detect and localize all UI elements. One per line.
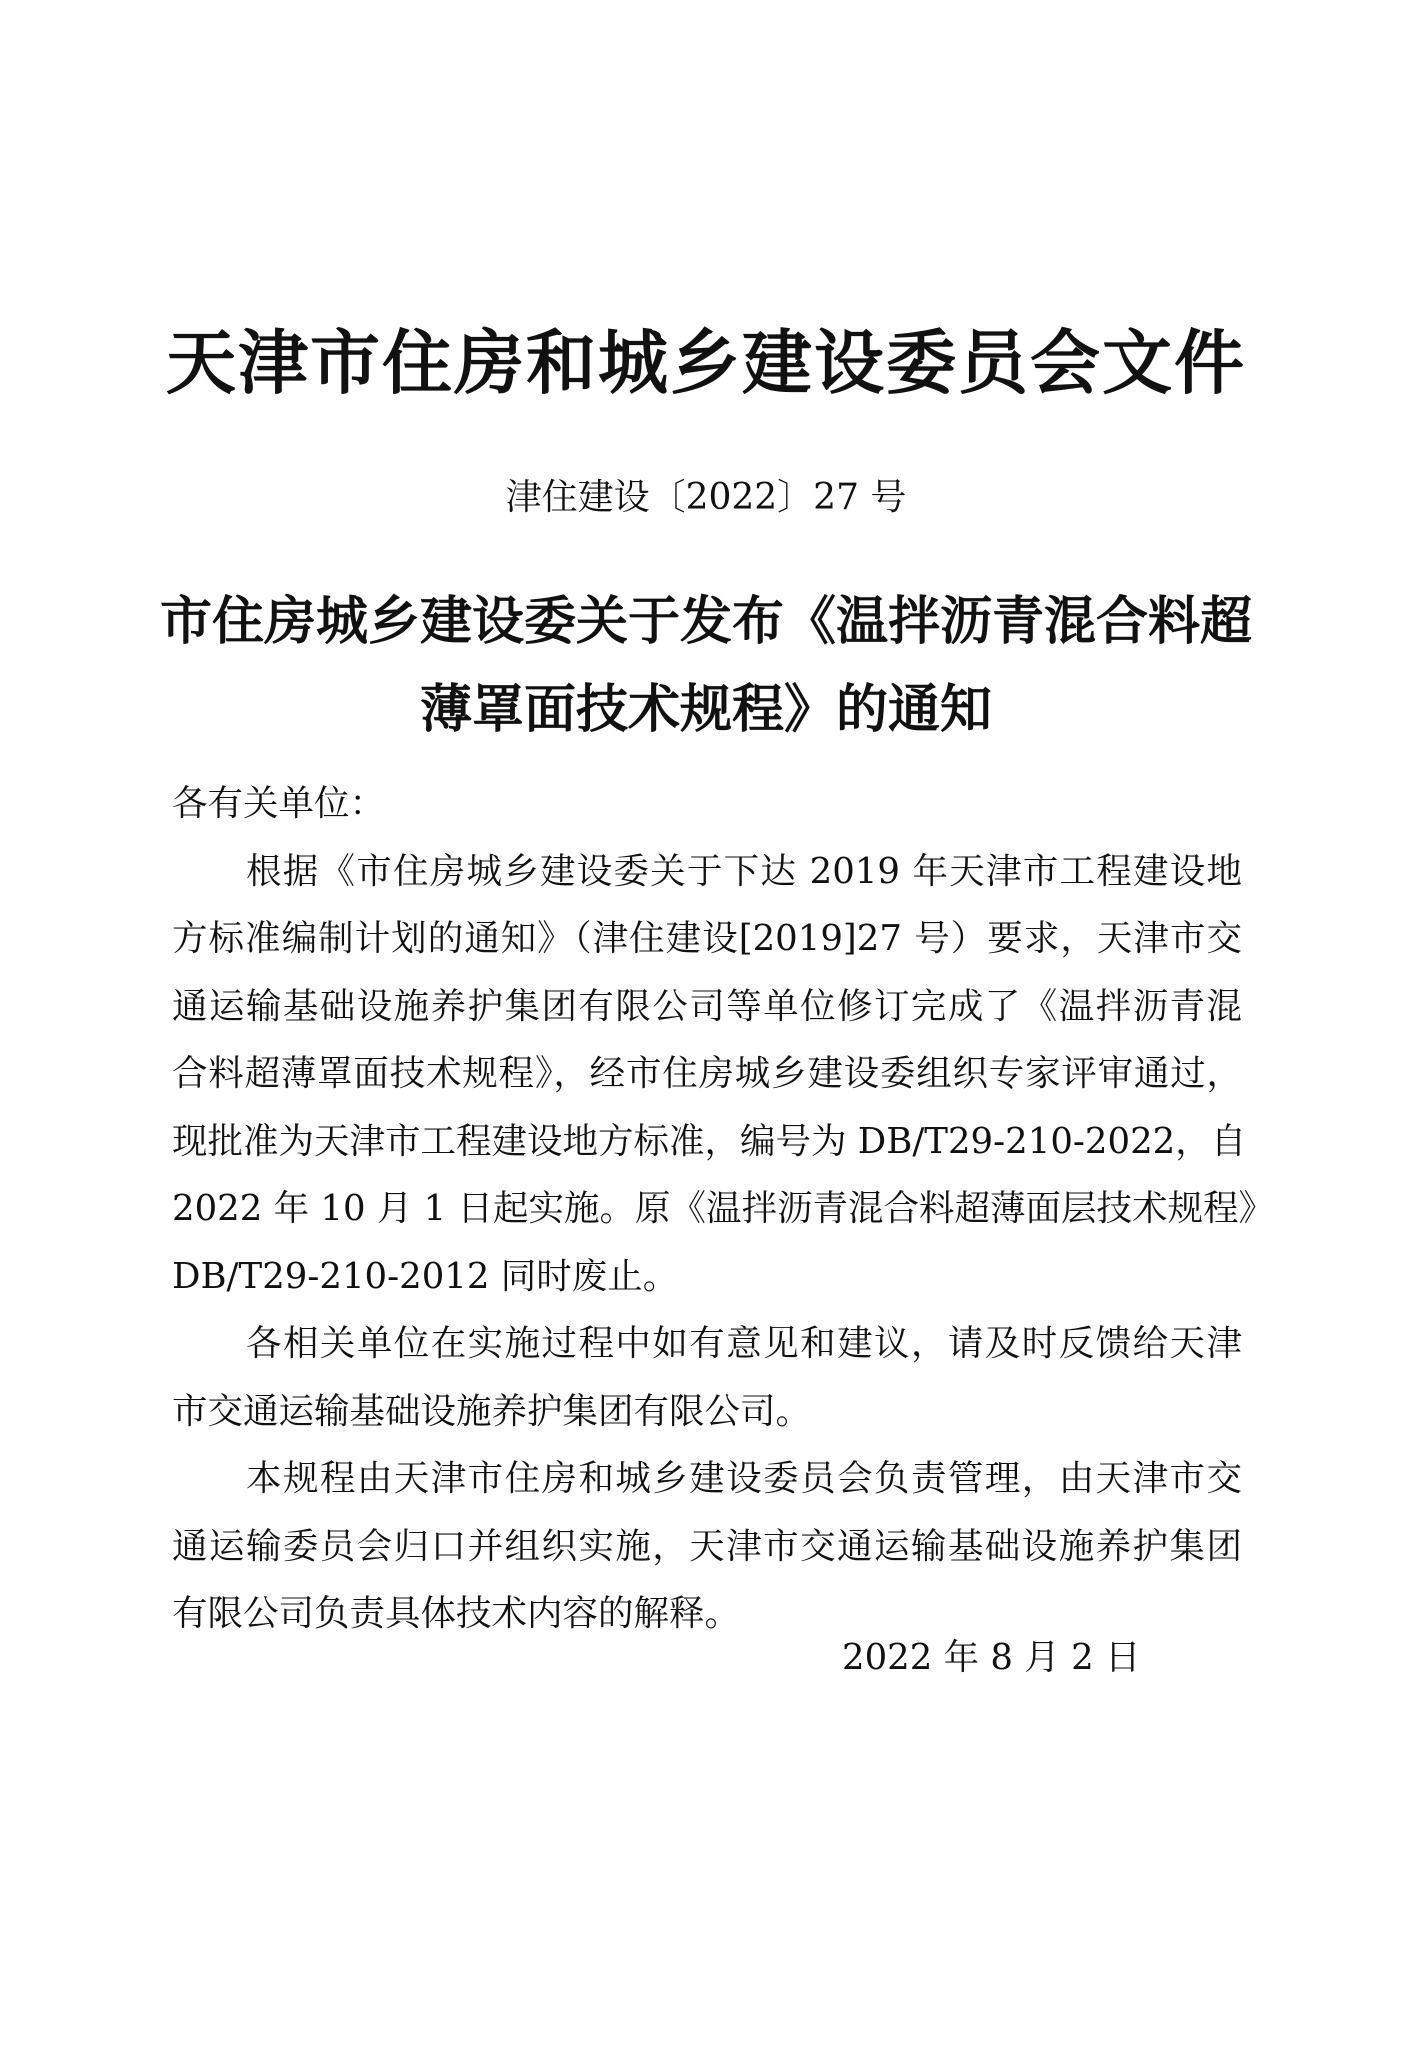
paragraph-2-line-2: 市交通运输基础设施养护集团有限公司。 [172, 1390, 812, 1432]
paragraph-1-line-4: 合料超薄罩面技术规程》，经市住房城乡建设委组织专家评审通过， [172, 1053, 1242, 1094]
paragraph-2 [172, 1310, 1242, 1445]
issue-date: 2022 年 8 月 2 日 [842, 1637, 1141, 1678]
notice-title-line-2: 薄罩面技术规程》的通知 [419, 680, 992, 740]
paragraph-1-line-2: 方标准编制计划的通知》（津住建设[2019]27 号）要求，天津市交 [172, 918, 1242, 959]
notice-title [160, 578, 1252, 754]
document-number: 津住建设〔2022〕27 号 [505, 477, 907, 518]
salutation: 各有关单位： [172, 783, 386, 824]
paragraph-1 [172, 838, 1275, 1311]
notice-body [172, 770, 1275, 1648]
agency-title: 天津市住房和城乡建设委员会文件 [166, 322, 1246, 404]
paragraph-3-line-1: 本规程由天津市住房和城乡建设委员会负责管理，由天津市交 [246, 1458, 1242, 1499]
paragraph-3 [172, 1445, 1242, 1648]
paragraph-1-line-1: 根据《市住房城乡建设委关于下达 2019 年天津市工程建设地 [246, 850, 1242, 892]
paragraph-2-line-1: 各相关单位在实施过程中如有意见和建议，请及时反馈给天津 [246, 1323, 1242, 1364]
paragraph-1-line-3: 通运输基础设施养护集团有限公司等单位修订完成了《温拌沥青混 [172, 985, 1242, 1027]
notice-title-line-1: 市住房城乡建设委关于发布《温拌沥青混合料超 [160, 592, 1253, 652]
paragraph-1-line-6: 2022 年 10 月 1 日起实施。原《温拌沥青混合料超薄面层技术规程》 [172, 1188, 1275, 1229]
paragraph-1-line-5: 现批准为天津市工程建设地方标准，编号为 DB/T29-210-2022，自 [172, 1120, 1247, 1162]
paragraph-3-line-3: 有限公司负责具体技术内容的解释。 [172, 1593, 741, 1634]
paragraph-1-line-7: DB/T29-210-2012 同时废止。 [172, 1255, 679, 1297]
paragraph-3-line-2: 通运输委员会归口并组织实施，天津市交通运输基础设施养护集团 [172, 1525, 1242, 1567]
